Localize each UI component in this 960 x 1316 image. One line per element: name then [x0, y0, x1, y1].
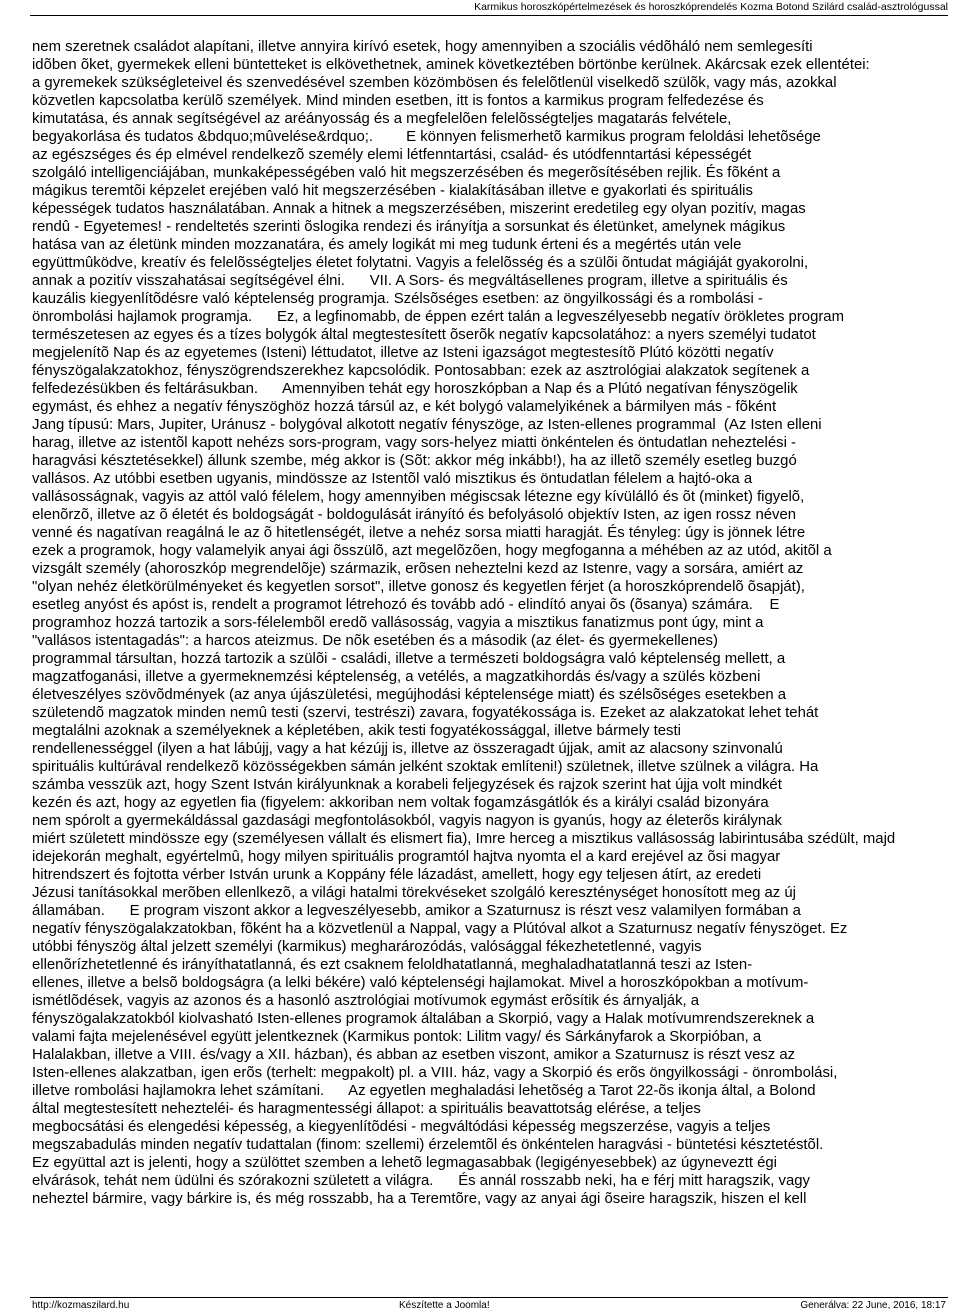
text-line: vizsgált személy (ahoroszkóp megrendelõje) származik, erõsen neheztelni kezd az Istenre, vagy a sorsára, amiért az: [32, 561, 804, 577]
text-line: haragvási késztetésekkel) állunk szembe, még akkor is (Sõt: akkor még inkább!), ha az illetõ személy esetleg buzgó: [32, 453, 797, 469]
text-line: "olyan nehéz életkörülményeket és kegyetlen sorsot", illetve gonosz és kegyetlen férjet (a horoszkóprendelõ õsapját),: [32, 579, 805, 595]
text-line: fényszögalakzatokból kiolvasható Isten-ellenes programok általában a Skorpió, vagy a Halak motívumrendszereknek a: [32, 1011, 815, 1027]
header-title: Karmikus horoszkópértelmezések és horoszkóprendelés Kozma Botond Szilárd család-asztrológussal: [474, 1, 948, 13]
text-line: Ez együttal azt is jelenti, hogy a szülöttet szemben a lehetõ legmagasabbak (legigényesebbek) az úgyneveztt égi: [32, 1155, 777, 1171]
text-line: harag, illetve az istentõl kapott nehézs sors-program, vagy sors-helyez miatti önkéntelen és öntudatlan neheztelési -: [32, 435, 796, 451]
text-line: által megtestesített nehezteléi- és haragmentességi állapot: a spirituális beavattotság elérése, a teljes: [32, 1101, 701, 1117]
text-line: felfedezésükben és feltárásukban. Amennyiben tehát egy horoszkópban a Nap és a Plútó negatívan fényszögelik: [32, 381, 798, 397]
text-line: számba vesszük azt, hogy Szent István királyunknak a korabeli feljegyzések és rajzok szerint hat újja volt mindkét: [32, 777, 782, 793]
text-line: ezek a programok, hogy valamelyik anyai ági õsszülõ, azt megelõzõen, hogy megfoganna a méhében az az utód, akitõl a: [32, 543, 832, 559]
footer-generated-date: Generálva: 22 June, 2016, 18:17: [800, 1300, 946, 1311]
text-line: megtalálni azoknak a személyeknek a képletében, akik testi fogyatékossággal, illetve bármely testi: [32, 723, 681, 739]
text-line: magzatfoganási, illetve a gyermeknemzési képtelenség, a vetélés, a magzatkihordás és/vagy a szülés közbeni: [32, 669, 761, 685]
text-line: államában. E program viszont akkor a legveszélyesebb, amikor a Szaturnusz is részt vesz valamilyen formában a: [32, 903, 801, 919]
text-line: a gyremekek szükségleteivel és szenvedésével szemben közömbösen és felelõtlenül viselkedõ szülõk, vagy más, azokkal: [32, 75, 837, 91]
text-line: Halalakban, illetve a VIII. és/vagy a XII. házban), és abban az esetben viszont, amikor a Szaturnusz is részt vesz az: [32, 1047, 796, 1063]
text-line: ismétlõdések, vagyis az azonos és a hasonló asztrológiai motívumok egymást erõsítik és árnyalják, a: [32, 993, 700, 1009]
text-line: önrombolási hajlamok programja. Ez, a legfinomabb, de éppen ezért talán a legveszélyesebb negatív örökletes program: [32, 309, 844, 325]
text-line: neheztel bármire, vagy bárkire is, és még rosszabb, ha a Teremtõre, vagy az anyai ági õseire haragszik, hiszen el kell: [32, 1191, 807, 1207]
text-line: elvárások, tehát nem üdülni és szórakozni született a világra. És annál rosszabb neki, ha e férj mitt haragszik, vagy: [32, 1173, 811, 1189]
text-line: életveszélyes szövõdmények (az anya újászületési, megújhodási képtelensége miatt) és szélsõséges esetekben a: [32, 687, 787, 703]
text-line: miért született mindössze egy (személyesen vállalt és elismert fia), Imre herceg a misztikus vallásosság labirintusába szédült, majd: [32, 831, 896, 847]
text-line: begyakorlása és tudatos &bdquo;mûvelése&rdquo;. E könnyen felismerhetõ karmikus program feloldási lehetõsége: [32, 129, 821, 145]
text-line: spirituális kultúrával rendelkezõ közösségekben sámán jelként szoktak említeni!) születnek, illetve szülnek a világra. Ha: [32, 759, 819, 775]
text-line: közvetlen kapcsolatba kerülõ személyek. Mind minden esetben, itt is fontos a karmikus program felfedezése és: [32, 93, 764, 109]
text-line: annak a pozitív visszahatásai segítségével élni. VII. A Sors- és megváltásellenes program, illetve a spirituális és: [32, 273, 788, 289]
text-line: Isten-ellenes alakzatban, igen erõs (terhelt: megpakolt) pl. a VIII. ház, vagy a Skorpió és erõs öngyilkossági - önrombolási,: [32, 1065, 838, 1081]
text-line: megszabadulás minden negatív tudattalan (finom: szellemi) érzelemtõl és önkéntelen haragvási - büntetési késztetéstõl.: [32, 1137, 824, 1153]
text-line: rendû - Egyetemes! - rendeltetés szerinti õslogika rendezi és irányítja a sorsunkat és életünket, amelynek mágikus: [32, 219, 786, 235]
text-line: együttmûködve, kreatív és felelõsségteljes életet folytatni. Vagyis a felelõsség és a szülõi õntudat mágiáját gyakorolni,: [32, 255, 809, 271]
footer-site-link[interactable]: http://kozmaszilard.hu: [32, 1300, 130, 1311]
page-header: [0, 0, 960, 16]
text-line: kauzális kiegyenlítõdésre való képtelenség programja. Szélsõséges esetben: az öngyilkossági és a rombolási -: [32, 291, 763, 307]
text-line: idejekorán meghalt, egyértelmû, hogy milyen spirituális programtól hajtva nyomta el a kard erejével az õsi magyar: [32, 849, 781, 865]
text-line: megbocsátási és elengedési képesség, a kiegyenlítõdési - megváltódási képesség megszerzése, vagyis a teljes: [32, 1119, 771, 1135]
text-line: szolgáló intelligenciájában, munkaképességében való hit megszerzésében és megerõsítésében rejlik. És fõként a: [32, 165, 781, 181]
footer-credit: Készítette a Joomla!: [399, 1300, 490, 1311]
text-line: utóbbi fényszög által jelzett személyi (karmikus) megharározódás, valósággal fékezhetetlenné, vagyis: [32, 939, 702, 955]
text-line: programhoz hozzá tartozik a sors-félelembõl eredõ vallásosság, vagyia a misztikus fanatizmus pont úgy, mint a: [32, 615, 764, 631]
text-line: venné és nagatívan reagálná le az õ hitetlenségét, iletve a nehéz sorsa miatti haragját. És tényleg: úgy is jönnek létre: [32, 525, 806, 541]
text-line: egymást, és ehhez a negatív fényszöghöz hozzá társúl az, e két bolygó valamelyikének a bármilyen más - fõként: [32, 399, 777, 415]
text-line: "vallásos istentagadás": a harcos ateizmus. De nõk esetében és a második (az élet- és gyermekellenes): [32, 633, 718, 649]
footer-divider: [30, 1297, 948, 1298]
text-line: valami fajta mejelenésével együtt jelentkeznek (Karmikus pontok: Lilitm vagy/ és Sárkányfarok a Skorpióban, a: [32, 1029, 762, 1045]
text-line: fényszögalakzatokhoz, fényszögrendszerekhez kapcsolódik. Pontosabban: ezek az asztrológiai alakzatok segítenek a: [32, 363, 810, 379]
text-line: megjelenítõ Nap és az egyetemes (Isteni) léttudatot, illetve az Isteni igazságot megtestesítõ Plútó közötti negatív: [32, 345, 774, 361]
text-line: vallásos. Az utóbbi esetben ugyanis, mindössze az Istentõl való misztikus és öntudatlan félelem a hajtó-oka a: [32, 471, 753, 487]
text-line: nem spórolt a gyermekáldással gazdasági megfontolásokból, vagyis nagyon is gyanús, hogy az életerõs királynak: [32, 813, 782, 829]
text-line: születendõ magzatok minden nemû testi (szervi, testrészi) zavara, fogyatékossága is. Ezeket az alakzatokat lehet tehát: [32, 705, 819, 721]
text-line: Jézusi tanításokkal merõben ellenlkezõ, a világi hatalmi törekvéseket szolgáló kereszténységet honosított meg az új: [32, 885, 796, 901]
text-line: vallásosságnak, vagyis az attól való félelem, hogy amennyiben mégiscsak létezne egy kívülálló és õt (minket) figyelõ,: [32, 489, 805, 505]
text-line: idõben õket, gyermekek elleni büntetteket is elkövethetnek, aminek következtében börtönbe kerülnek. Akárcsak ezek ellentétei:: [32, 57, 870, 73]
text-line: negatív fényszögalakzatokban, fõként ha a közvetlenül a Nappal, vagy a Plútóval alkot a Szaturnusz negatív fényszöget. Ez: [32, 921, 848, 937]
text-line: kezén és azt, hogy az egyetlen fia (figyelem: akkoriban nem voltak fogamzásgátlók és a királyi család bizonyára: [32, 795, 769, 811]
text-line: az egészséges és ép elmével rendelkezõ személy elemi létfenntartási, család- és utódfenntartási képességét: [32, 147, 752, 163]
page-footer: [0, 1297, 960, 1316]
text-line: esetleg anyóst és apóst is, rendelt a programot létrehozó és tovább adó - elindító anyai õs (õsanya) számára. E: [32, 597, 780, 613]
header-divider: [30, 15, 948, 16]
text-line: elenõrzõ, illetve az õ életét és boldogságát - boldogulását irányító és befolyásoló objektív Isten, az igen rossz néven: [32, 507, 797, 523]
text-line: programmal társultan, hozzá tartozik a szülõi - családi, illetve a természeti boldogságra való képtelenség mellett, a: [32, 651, 786, 667]
text-line: hitrendszert és fojtotta vérber István urunk a Koppány féle lázadást, amellett, hogy egy teljesen átírt, az eredeti: [32, 867, 762, 883]
text-line: nem szeretnek családot alapítani, illetve annyira kirívó esetek, hogy amennyiben a szociális védõháló nem semlegesíti: [32, 39, 813, 55]
text-line: képességek tudatos használatában. Annak a hitnek a megszerzésében, miszerint eredetileg egy olyan pozitív, magas: [32, 201, 806, 217]
text-line: kimutatása, és annak segítségével az aréányosság és a megfelelõen felelõsségteljes magatarás felvétele,: [32, 111, 732, 127]
text-line: illetve rombolási hajlamokra lehet számítani. Az egyetlen meghaladási lehetõség a Tarot 22-õs ikonja által, a Bolond: [32, 1083, 816, 1099]
text-line: hatása van az életünk minden mozzanatára, és amely logikát mi meg tudunk érteni és a megértés után vele: [32, 237, 742, 253]
text-line: ellenes, illetve a belsõ boldogságra (a lelki békére) való képtelenségi hajlamokat. Mivel a horoszkópokban a motívum-: [32, 975, 809, 991]
text-line: Jang típusú: Mars, Jupiter, Uránusz - bolygóval alkotott negatív fényszöge, az Isten-ellenes programmal (Az Isten elleni: [32, 417, 822, 433]
article-body: [32, 38, 944, 1208]
text-line: rendellenességgel (ilyen a hat lábújj, vagy a hat kézújj is, illetve az összeragadt újjak, amit az alacsony szinvonalú: [32, 741, 783, 757]
text-line: mágikus teremtõi képzelet erejében való hit megszerzésében - kialakításában illetve e gyakorlati és spirituális: [32, 183, 753, 199]
text-line: ellenõrízhetetlenné és irányíthatatlanná, és ezt csaknem feloldhatatlanná, meghaladhatatlanná teszi az Isten-: [32, 957, 753, 973]
text-line: természetesen az egyes és a tízes bolygók által megtestesített õserõk negatív kapcsolatához: a nyers személyi tudatot: [32, 327, 816, 343]
